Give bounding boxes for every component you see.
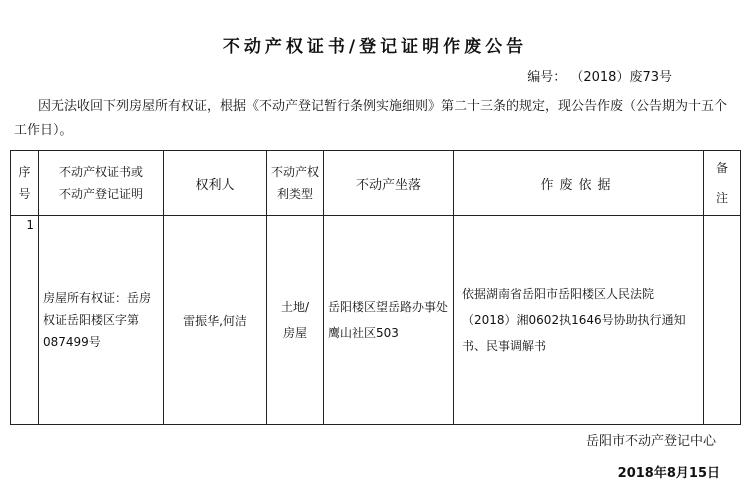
header-location: 不动产坐落 bbox=[324, 151, 454, 216]
page-title: 不动产权证书/登记证明作废公告 bbox=[222, 37, 528, 57]
document-number bbox=[527, 66, 672, 85]
issue-date: 2018年8月15日 bbox=[617, 466, 720, 481]
cell-basis: 依据湖南省岳阳市岳阳楼区人民法院（2018）湘0602执1646号协助执行通知书、民事调解书 bbox=[454, 216, 704, 425]
header-certificate: 不动产权证书或 不动产登记证明 bbox=[39, 151, 164, 216]
header-basis: 作废依据 bbox=[454, 151, 704, 216]
cell-location: 岳阳楼区望岳路办事处鹰山社区503 bbox=[324, 216, 454, 425]
announcement-table bbox=[10, 150, 741, 425]
header-right-holder: 权利人 bbox=[164, 151, 267, 216]
document-number-label: 编号： bbox=[527, 70, 567, 85]
cell-right-type: 土地/ 房屋 bbox=[267, 216, 324, 425]
document-number-value: （2018）废73号 bbox=[570, 70, 672, 85]
header-remarks: 备 注 bbox=[704, 151, 741, 216]
header-seq: 序 号 bbox=[11, 151, 39, 216]
table-row bbox=[11, 216, 741, 425]
cell-certificate: 房屋所有权证：岳房权证岳阳楼区字第087499号 bbox=[39, 216, 164, 425]
intro-paragraph: 因无法收回下列房屋所有权证，根据《不动产登记暂行条例实施细则》第二十三条的规定，现公告作废（公告期为十五个工作日）。 bbox=[14, 99, 728, 138]
header-right-type: 不动产权 利类型 bbox=[267, 151, 324, 216]
cell-seq: 1 bbox=[11, 216, 39, 425]
table-header-row bbox=[11, 151, 741, 216]
cell-remarks bbox=[704, 216, 741, 425]
issuer-name: 岳阳市不动产登记中心 bbox=[585, 434, 716, 449]
cell-right-holder: 雷振华,何洁 bbox=[164, 216, 267, 425]
